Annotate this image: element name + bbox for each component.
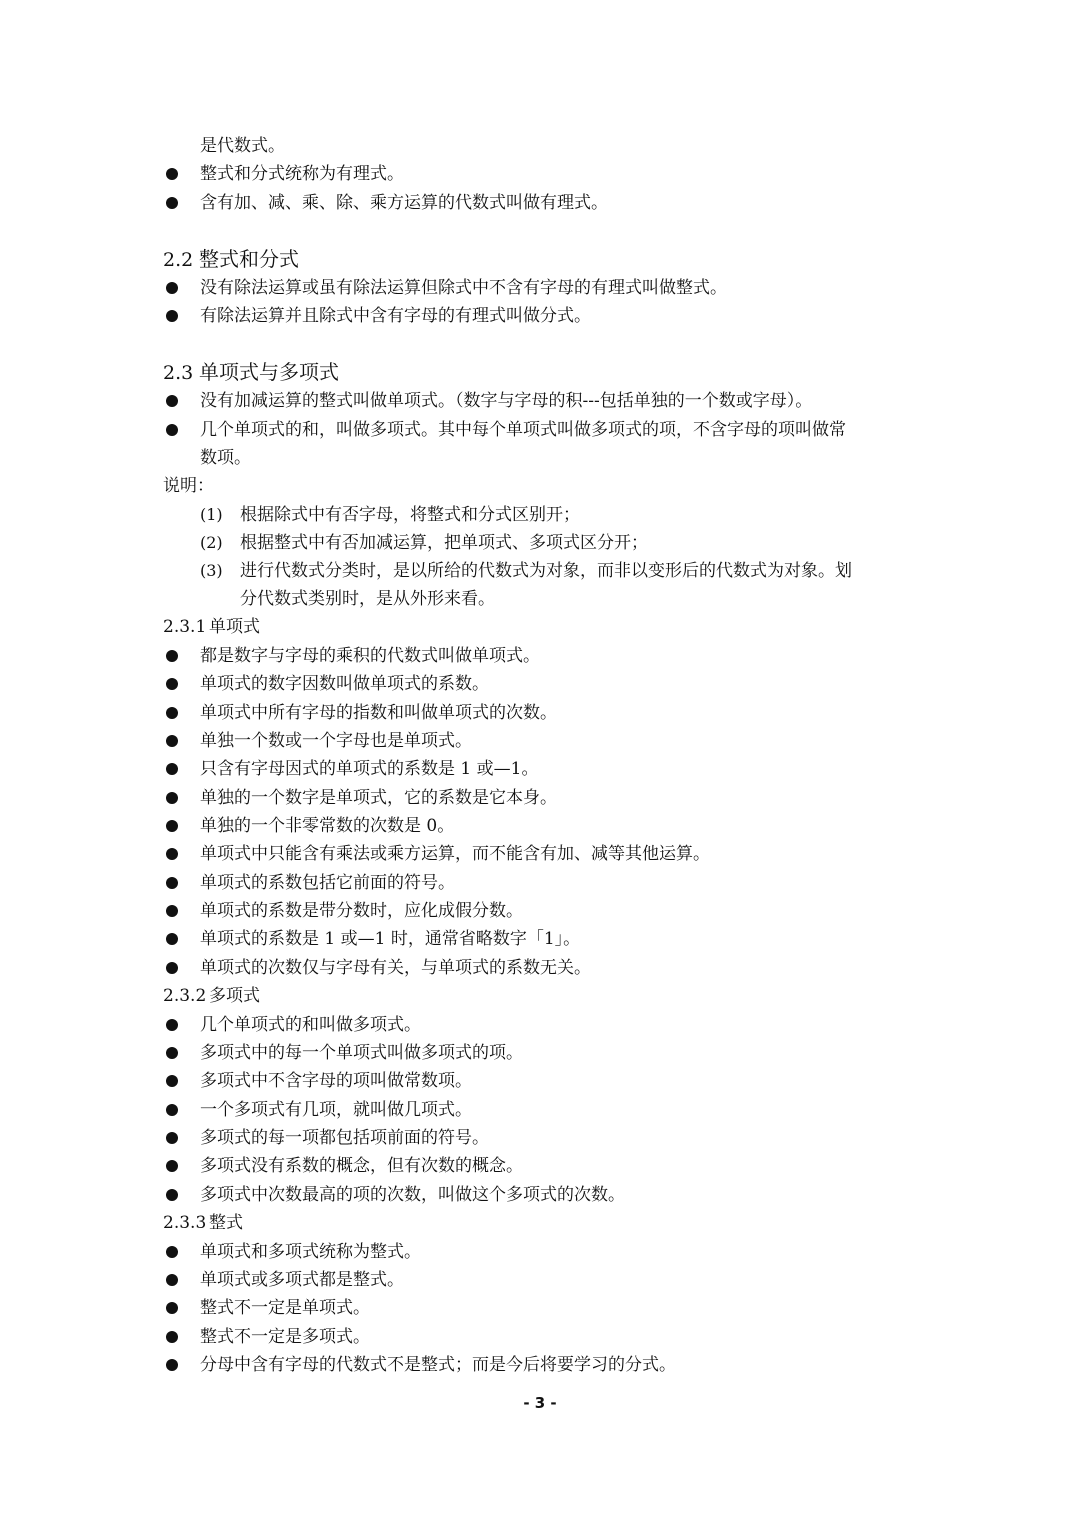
s231-item-6: 单独的一个数字是单项式，它的系数是它本身。 — [200, 788, 557, 808]
bullet-icon — [166, 310, 178, 322]
intro-continuation: 是代数式。 — [200, 136, 285, 156]
s233-item-2: 单项式或多项式都是整式。 — [200, 1270, 404, 1290]
s232-item-5: 多项式的每一项都包括项前面的符号。 — [200, 1128, 489, 1148]
bullet-icon — [166, 282, 178, 294]
note-label: 说明： — [163, 476, 214, 496]
bullet-icon — [166, 1331, 178, 1343]
bullet-icon — [166, 1019, 178, 1031]
bullet-icon — [166, 197, 178, 209]
s231-item-9: 单项式的系数包括它前面的符号。 — [200, 873, 455, 893]
section-number: 2.2 — [163, 249, 194, 271]
bullet-icon — [166, 395, 178, 407]
s231-item-11: 单项式的系数是 1 或—1 时，通常省略数字「1」。 — [200, 929, 581, 949]
bullet-icon — [166, 1359, 178, 1371]
s233-item-5: 分母中含有字母的代数式不是整式；而是今后将要学习的分式。 — [200, 1355, 676, 1375]
note-text: 根据整式中有否加减运算，把单项式、多项式区分开； — [240, 533, 648, 553]
s231-item-1: 都是数字与字母的乘积的代数式叫做单项式。 — [200, 646, 540, 666]
bullet-icon — [166, 168, 178, 180]
bullet-icon — [166, 848, 178, 860]
s232-item-3: 多项式中不含字母的项叫做常数项。 — [200, 1071, 472, 1091]
s23-item-2-line-2: 数项。 — [200, 448, 251, 468]
note-marker: (3) — [200, 561, 223, 580]
subsection-title: 单项式 — [209, 617, 260, 637]
intro-item-2: 含有加、减、乘、除、乘方运算的代数式叫做有理式。 — [200, 193, 608, 213]
s22-item-1: 没有除法运算或虽有除法运算但除式中不含有字母的有理式叫做整式。 — [200, 278, 727, 298]
subsection-title: 多项式 — [209, 986, 260, 1006]
s232-item-7: 多项式中次数最高的项的次数，叫做这个多项式的次数。 — [200, 1185, 625, 1205]
bullet-icon — [166, 650, 178, 662]
subsection-heading-2-3-2 — [163, 984, 260, 1008]
subsection-number: 2.3.2 — [163, 986, 207, 1006]
s23-item-1: 没有加减运算的整式叫做单项式。（数字与字母的积---包括单独的一个数或字母）。 — [200, 391, 813, 411]
intro-item-1: 整式和分式统称为有理式。 — [200, 164, 404, 184]
subsection-number: 2.3.3 — [163, 1213, 207, 1233]
note-item-1 — [200, 503, 580, 527]
bullet-icon — [166, 1132, 178, 1144]
note-item-3-continuation: 分代数式类别时，是从外形来看。 — [240, 589, 495, 609]
subsection-number: 2.3.1 — [163, 617, 207, 637]
subsection-heading-2-3-3 — [163, 1211, 243, 1235]
s232-item-1: 几个单项式的和叫做多项式。 — [200, 1015, 421, 1035]
bullet-icon — [166, 1160, 178, 1172]
bullet-icon — [166, 1274, 178, 1286]
s232-item-4: 一个多项式有几项，就叫做几项式。 — [200, 1100, 472, 1120]
section-title: 整式和分式 — [199, 247, 299, 271]
bullet-icon — [166, 933, 178, 945]
s231-item-5: 只含有字母因式的单项式的系数是 1 或—1。 — [200, 759, 539, 779]
bullet-icon — [166, 707, 178, 719]
subsection-title: 整式 — [209, 1213, 243, 1233]
note-marker: (1) — [200, 505, 223, 524]
s232-item-2: 多项式中的每一个单项式叫做多项式的项。 — [200, 1043, 523, 1063]
section-title: 单项式与多项式 — [199, 360, 339, 384]
bullet-icon — [166, 1302, 178, 1314]
note-text: 根据除式中有否字母，将整式和分式区别开； — [240, 505, 580, 525]
s232-item-6: 多项式没有系数的概念，但有次数的概念。 — [200, 1156, 523, 1176]
note-text: 进行代数式分类时，是以所给的代数式为对象，而非以变形后的代数式为对象。划 — [240, 561, 852, 581]
bullet-icon — [166, 1075, 178, 1087]
s233-item-4: 整式不一定是多项式。 — [200, 1327, 370, 1347]
s231-item-4: 单独一个数或一个字母也是单项式。 — [200, 731, 472, 751]
section-heading-2-3 — [163, 358, 339, 387]
s231-item-2: 单项式的数字因数叫做单项式的系数。 — [200, 674, 489, 694]
bullet-icon — [166, 962, 178, 974]
bullet-icon — [166, 1246, 178, 1258]
bullet-icon — [166, 763, 178, 775]
s22-item-2: 有除法运算并且除式中含有字母的有理式叫做分式。 — [200, 306, 591, 326]
note-item-2 — [200, 531, 648, 555]
bullet-icon — [166, 877, 178, 889]
note-marker: (2) — [200, 533, 223, 552]
s23-item-2-line-1: 几个单项式的和，叫做多项式。其中每个单项式叫做多项式的项，不含字母的项叫做常 — [200, 420, 846, 440]
page-number: - 3 - — [523, 1394, 557, 1412]
s233-item-1: 单项式和多项式统称为整式。 — [200, 1242, 421, 1262]
s231-item-7: 单独的一个非零常数的次数是 0。 — [200, 816, 455, 836]
bullet-icon — [166, 1104, 178, 1116]
bullet-icon — [166, 1047, 178, 1059]
bullet-icon — [166, 792, 178, 804]
s231-item-8: 单项式中只能含有乘法或乘方运算，而不能含有加、减等其他运算。 — [200, 844, 710, 864]
bullet-icon — [166, 820, 178, 832]
s231-item-10: 单项式的系数是带分数时，应化成假分数。 — [200, 901, 523, 921]
section-number: 2.3 — [163, 362, 194, 384]
bullet-icon — [166, 735, 178, 747]
s233-item-3: 整式不一定是单项式。 — [200, 1298, 370, 1318]
bullet-icon — [166, 424, 178, 436]
note-item-3 — [200, 559, 852, 583]
bullet-icon — [166, 678, 178, 690]
section-heading-2-2 — [163, 245, 299, 274]
s231-item-12: 单项式的次数仅与字母有关，与单项式的系数无关。 — [200, 958, 591, 978]
bullet-icon — [166, 1189, 178, 1201]
bullet-icon — [166, 905, 178, 917]
subsection-heading-2-3-1 — [163, 615, 260, 639]
s231-item-3: 单项式中所有字母的指数和叫做单项式的次数。 — [200, 703, 557, 723]
